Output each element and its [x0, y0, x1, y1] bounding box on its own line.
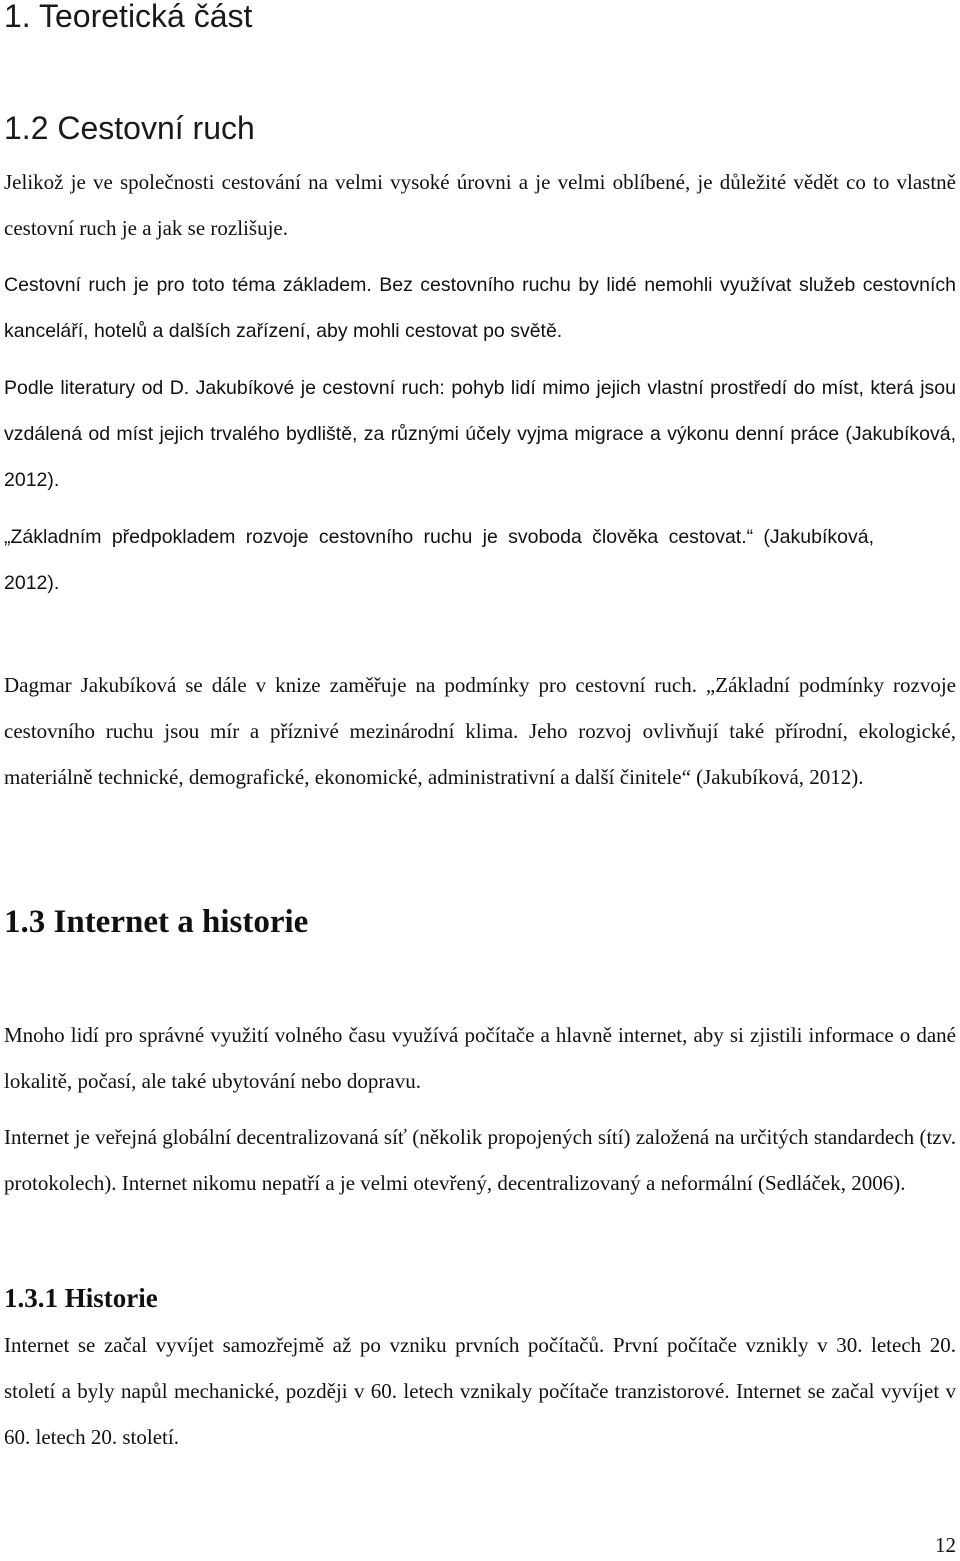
- section-1-3-1-paragraph-1: Internet se začal vyvíjet samozřejmě až po vzniku prvních počítačů. První počítače vznikly v 30. letech 20. století a byly napůl mechanické, později v 60. letech vznikaly počítače tranzistorové. Internet se začal vyvíjet v 60. letech 20. století.: [4, 1333, 956, 1449]
- section-1-2-paragraph-2: Cestovní ruch je pro toto téma základem. Bez cestovního ruchu by lidé nemohli využívat služeb cestovních kanceláří, hotelů a dalších zařízení, aby mohli cestovat po světě.: [4, 274, 956, 342]
- section-1-2-paragraph-3: Podle literatury od D. Jakubíkové je cestovní ruch: pohyb lidí mimo jejich vlastní prostředí do míst, která jsou vzdálená od míst jejich trvalého bydliště, za různými účely vyjma migrace a výkonu denní práce (Jakubíková, 2012).: [4, 377, 956, 491]
- page-number: 12: [935, 1533, 956, 1557]
- section-1-2-quote: „Základním předpokladem rozvoje cestovního ruchu je svoboda člověka cestovat.“ (Jakubíková, 2012).: [4, 526, 874, 594]
- section-1-2-paragraph-1: Jelikož je ve společnosti cestování na velmi vysoké úrovni a je velmi oblíbené, je důležité vědět co to vlastně cestovní ruch je a jak se rozlišuje.: [4, 170, 956, 240]
- section-1-3-heading: 1.3 Internet a historie: [4, 904, 309, 940]
- section-1-3-paragraph-2: Internet je veřejná globální decentralizovaná síť (několik propojených sítí) založená na určitých standardech (tzv. protokolech). Internet nikomu nepatří a je velmi otevřený, decentralizovaný a neformální (Sedláček, 2006).: [4, 1125, 956, 1195]
- section-1-3-paragraph-1: Mnoho lidí pro správné využití volného času využívá počítače a hlavně internet, aby si zjistili informace o dané lokalitě, počasí, ale také ubytování nebo dopravu.: [4, 1023, 956, 1093]
- section-1-3-1-heading: 1.3.1 Historie: [4, 1283, 158, 1313]
- section-1-2-heading: 1.2 Cestovní ruch: [4, 110, 255, 146]
- section-1-2-paragraph-5: Dagmar Jakubíková se dále v knize zaměřuje na podmínky pro cestovní ruch. „Základní podmínky rozvoje cestovního ruchu jsou mír a příznivé mezinárodní klima. Jeho rozvoj ovlivňují také přírodní, ekologické, materiálně technické, demografické, ekonomické, administrativní a další činitele“ (Jakubíková, 2012).: [4, 673, 956, 789]
- chapter-title: 1. Teoretická část: [4, 0, 253, 34]
